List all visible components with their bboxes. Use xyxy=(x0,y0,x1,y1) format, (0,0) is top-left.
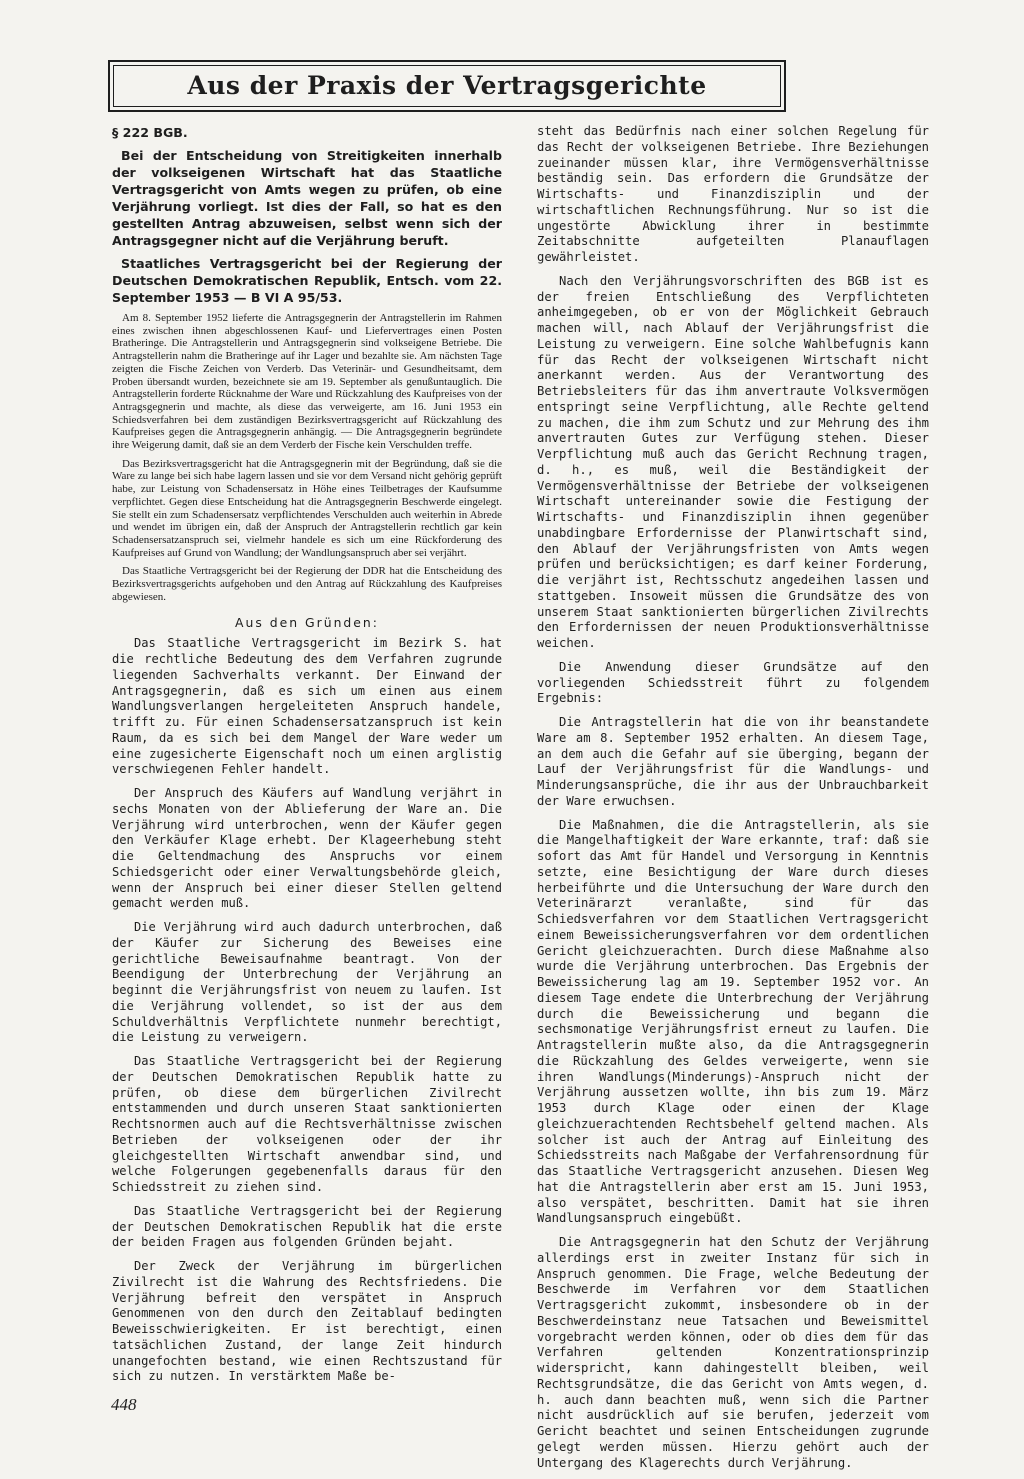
body-paragraph: Das Staatliche Vertragsgericht im Bezirk S. hat die rechtliche Bedeutung des dem Verfahren zugrunde liegenden Sachverhalts verkannt. Der Einwand der Antragsgegnerin, daß es sich um einen aus einem Wandlungsverlangen hergeleiteten Anspruch handele, trifft zu. Für einen Schadensersatzanspruch ist kein Raum, da es sich bei dem Mangel der Ware weder um eine zugesicherte Eigenschaft noch um einen arglistig verschwiegenen Fehler handelt. xyxy=(112,636,502,777)
section-header-box xyxy=(108,60,786,112)
section-title: Aus der Praxis der Vertragsgerichte xyxy=(187,71,707,100)
body-paragraph: Die Anwendung dieser Grundsätze auf den vorliegenden Schiedsstreit führt zu folgendem Ergebnis: xyxy=(537,659,929,706)
body-paragraph: Die Antragstellerin hat die von ihr beanstandete Ware am 8. September 1952 erhalten. An diesem Tage, an dem auch die Gefahr auf sie überging, begann der Lauf der Verjährungsfrist für die Wandlungs- und Minderungsansprüche, die ihr aus der Unbrauchbarkeit der Ware erwuchsen. xyxy=(537,715,929,808)
body-paragraph: Die Antragsgegnerin hat den Schutz der Verjährung allerdings erst in zweiter Instanz für sich in Anspruch genommen. Die Frage, welche Bedeutung der Beschwerde im Verfahren vor dem Staatlichen Vertragsgericht zukommt, insbesondere ob in der Beschwerdeinstanz neue Tatsachen und Beweismittel vorgebracht werden können, oder ob dies dem für das Verfahren geltenden Konzentrationsprinzip widerspricht, kann dahingestellt bleiben, weil Rechtsgrundsätze, die das Gericht von Amts wegen, d. h. auch dann beachten muß, wenn sich die Partner nicht ausdrücklich auf sie berufen, jederzeit vom Gericht beachtet und seinen Entscheidungen zugrunde gelegt werden müssen. Hierzu gehört auch der Untergang des Klagerechts durch Verjährung. xyxy=(537,1235,929,1470)
facts-paragraph: Das Staatliche Vertragsgericht bei der Regierung der DDR hat die Entscheidung des Bezirksvertragsgerichts aufgehoben und den Antrag auf Rückzahlung des Kaufpreises abgewiesen. xyxy=(112,565,502,603)
decision-citation: Staatliches Vertragsgericht bei der Regierung der Deutschen Demokratischen Republik, Entsch. vom 22. September 1953 — B VI A 95/53. xyxy=(112,256,502,305)
body-paragraph: Der Anspruch des Käufers auf Wandlung verjährt in sechs Monaten von der Ablieferung der Ware an. Die Verjährung wird unterbrochen, wenn der Käufer gegen den Verkäufer Klage erhebt. Der Klageerhebung steht die Geltendmachung des Anspruchs vor einem Schiedsgericht oder einer Verwaltungsbehörde gleich, wenn der Anspruch bei einer dieser Stellen geltend gemacht werden muß. xyxy=(112,786,502,911)
body-paragraph: Nach den Verjährungsvorschriften des BGB ist es der freien Entschließung des Verpflichteten anheimgegeben, ob er von der Möglichkeit Gebrauch machen will, nach Ablauf der Verjährungsfrist die Leistung zu verweigern. Eine solche Wahlbefugnis kann für das Recht der volkseigenen Wirtschaft nicht anerkannt werden. Aus der Verantwortung des Betriebsleiters für das ihm anvertraute Volksvermögen entspringt seine Verpflichtung, alle Rechte geltend zu machen, die ihm zum Schutz und zur Mehrung des ihm anvertrauten Gutes zur Verfügung stehen. Dieser Verpflichtung muß auch das Gericht Rechnung tragen, d. h., es muß, weil die Beständigkeit der Vermögensverhältnisse der Betriebe der volkseigenen Wirtschaft untereinander sowie die Festigung der Wirtschafts- und Finanzdisziplin ihnen gegenüber unabdingbare Erfordernisse der Planwirtschaft sind, den Ablauf der Verjährungsfristen von Amts wegen prüfen und berücksichtigen; es darf keiner Forderung, die verjährt ist, Rechtsschutz angedeihen lassen und stattgeben. Insoweit müssen die Grundsätze des von unserem Staat sanktionierten bürgerlichen Zivilrechts den Erfordernissen der neuen Produktionsverhältnisse weichen. xyxy=(537,273,929,650)
facts-paragraph: Das Bezirksvertragsgericht hat die Antragsgegnerin mit der Begründung, daß sie die Ware zu lange bei sich habe lagern lassen und sie vor dem Versand nicht gehörig geprüft habe, zur Leistung von Schadensersatz in Höhe eines Teilbetrages der Kaufsumme verpflichtet. Gegen diese Entscheidung hat die Antragsgegnerin Beschwerde eingelegt. Sie stellt ein zum Schadensersatz verpflichtendes Verschulden auch weiterhin in Abrede und wendet im übrigen ein, daß der Anspruch der Antragstellerin rechtlich gar kein Schadensersatzanspruch sei, vielmehr handele es sich um eine Rückforderung des Kaufpreises auf Grund von Wandlung; der Wandlungsanspruch aber sei verjährt. xyxy=(112,457,502,559)
facts-paragraph: Am 8. September 1952 lieferte die Antragsgegnerin der Antragstellerin im Rahmen eines zwischen ihnen abgeschlossenen Kauf- und Liefervertrages einen Posten Bratheringe. Die Antragstellerin und Antragsgegnerin sind volkseigene Betriebe. Die Antragstellerin nahm die Bratheringe auf ihr Lager und bezahlte sie. Am nächsten Tage zeigten die Fische Zeichen von Verderb. Das Veterinär- und Gesundheitsamt, dem Proben übersandt wurden, bezeichnete sie am 19. September als genußuntauglich. Die Antragstellerin forderte Rücknahme der Ware und Rückzahlung des Kaufpreises von der Antragsgegnerin und machte, als diese das verweigerte, am 16. Juni 1953 ein Schiedsverfahren bei dem zuständigen Bezirksvertragsgericht auf Rückzahlung des Kaufpreises gegen die Antragsgegnerin anhängig. — Die Antragsgegnerin begründete ihre Weigerung damit, daß sie an dem Verderb der Fische kein Verschulden treffe. xyxy=(112,312,502,452)
page-number: 448 xyxy=(111,1395,137,1414)
body-paragraph: steht das Bedürfnis nach einer solchen Regelung für das Recht der volkseigenen Betriebe. Ihre Beziehungen zueinander müssen klar, ihre Vermögensverhältnisse beständig sein. Das erfordern die Grundsätze der Wirtschafts- und Finanzdisziplin und der wirtschaftlichen Rechnungsführung. Nur so ist die ungestörte Abwicklung ihrer in bestimmte Zeitabschnitte aufgeteilten Planauflagen gewährleistet. xyxy=(537,124,929,264)
body-paragraph: Die Verjährung wird auch dadurch unterbrochen, daß der Käufer zur Sicherung des Beweises eine gerichtliche Beweisaufnahme beantragt. Von der Beendigung der Unterbrechung der Verjährung an beginnt die Verjährungsfrist von neuem zu laufen. Ist die Verjährung vollendet, so ist der aus dem Schuldverhältnis Verpflichtete nunmehr berechtigt, die Leistung zu verweigern. xyxy=(112,920,502,1045)
body-paragraph: Das Staatliche Vertragsgericht bei der Regierung der Deutschen Demokratischen Republik hat die erste der beiden Fragen aus folgenden Gründen bejaht. xyxy=(112,1203,502,1250)
body-paragraph: Der Zweck der Verjährung im bürgerlichen Zivilrecht ist die Wahrung des Rechtsfriedens. Die Verjährung befreit den verspätet in Anspruch Genommenen von den durch den Zeitablauf bedingten Beweisschwierigkeiten. Er ist berechtigt, einen tatsächlichen Zustand, der lange Zeit hindurch unangefochten bestand, wie einen Rechtszustand für sich zu nutzen. In verstärktem Maße be- xyxy=(112,1259,502,1384)
body-paragraph: Das Staatliche Vertragsgericht bei der Regierung der Deutschen Demokratischen Republik hatte zu prüfen, ob diese dem bürgerlichen Zivilrecht entstammenden und durch unseren Staat sanktionierten Rechtsnormen auch auf die Rechtsverhältnisse zwischen Betrieben der volkseigenen oder der ihr gleichgestellten Wirtschaft anwendbar sind, und welche Folgerungen gegebenenfalls daraus für den Schiedsstreit zu ziehen sind. xyxy=(112,1054,502,1195)
right-column xyxy=(537,124,929,1479)
reasons-heading: Aus den Gründen: xyxy=(235,615,379,631)
left-column xyxy=(112,124,502,1393)
headnote: Bei der Entscheidung von Streitigkeiten innerhalb der volkseigenen Wirtschaft hat das Staatliche Vertragsgericht von Amts wegen zu prüfen, ob eine Verjährung vorliegt. Ist dies der Fall, so hat es den gestellten Antrag abzuweisen, selbst wenn sich der Antragsgegner nicht auf die Verjährung beruft. xyxy=(112,148,502,248)
body-paragraph: Die Maßnahmen, die die Antragstellerin, als sie die Mangelhaftigkeit der Ware erkannte, traf: daß sie sofort das Amt für Handel und Versorgung in Kenntnis setzte, eine Besichtigung der Ware durch dieses herbeiführte und die Untersuchung der Ware durch den Veterinärarzt veranlaßte, sind für das Schiedsverfahren vor dem Staatlichen Vertragsgericht einem Beweissicherungsverfahren vor dem ordentlichen Gericht gleichzuerachten. Durch diese Maßnahme also wurde die Verjährung unterbrochen. Das Ergebnis der Beweissicherung lag am 19. September 1952 vor. An diesem Tage endete die Unterbrechung der Verjährung durch die Beweissicherung und begann die sechsmonatige Verjährungsfrist erneut zu laufen. Die Antragstellerin mußte also, da die Antragsgegnerin die Rückzahlung des Geldes verweigerte, wenn sie ihren Wandlungs(Minderungs)-Anspruch nicht der Verjährung aussetzen wollte, ihn bis zum 19. März 1953 durch Klage oder einen der Klage gleichzuerachtenden Rechtsbehelf geltend machen. Als solcher ist auch der Antrag auf Einleitung des Schiedsstreits nach Maßgabe der Verfahrensordnung für das Staatliche Vertragsgericht anzusehen. Diesen Weg hat die Antragstellerin aber erst am 15. Juni 1953, also verspätet, beschritten. Damit hat sie ihren Wandlungsanspruch eingebüßt. xyxy=(537,817,929,1226)
statute-reference: § 222 BGB. xyxy=(112,125,188,140)
